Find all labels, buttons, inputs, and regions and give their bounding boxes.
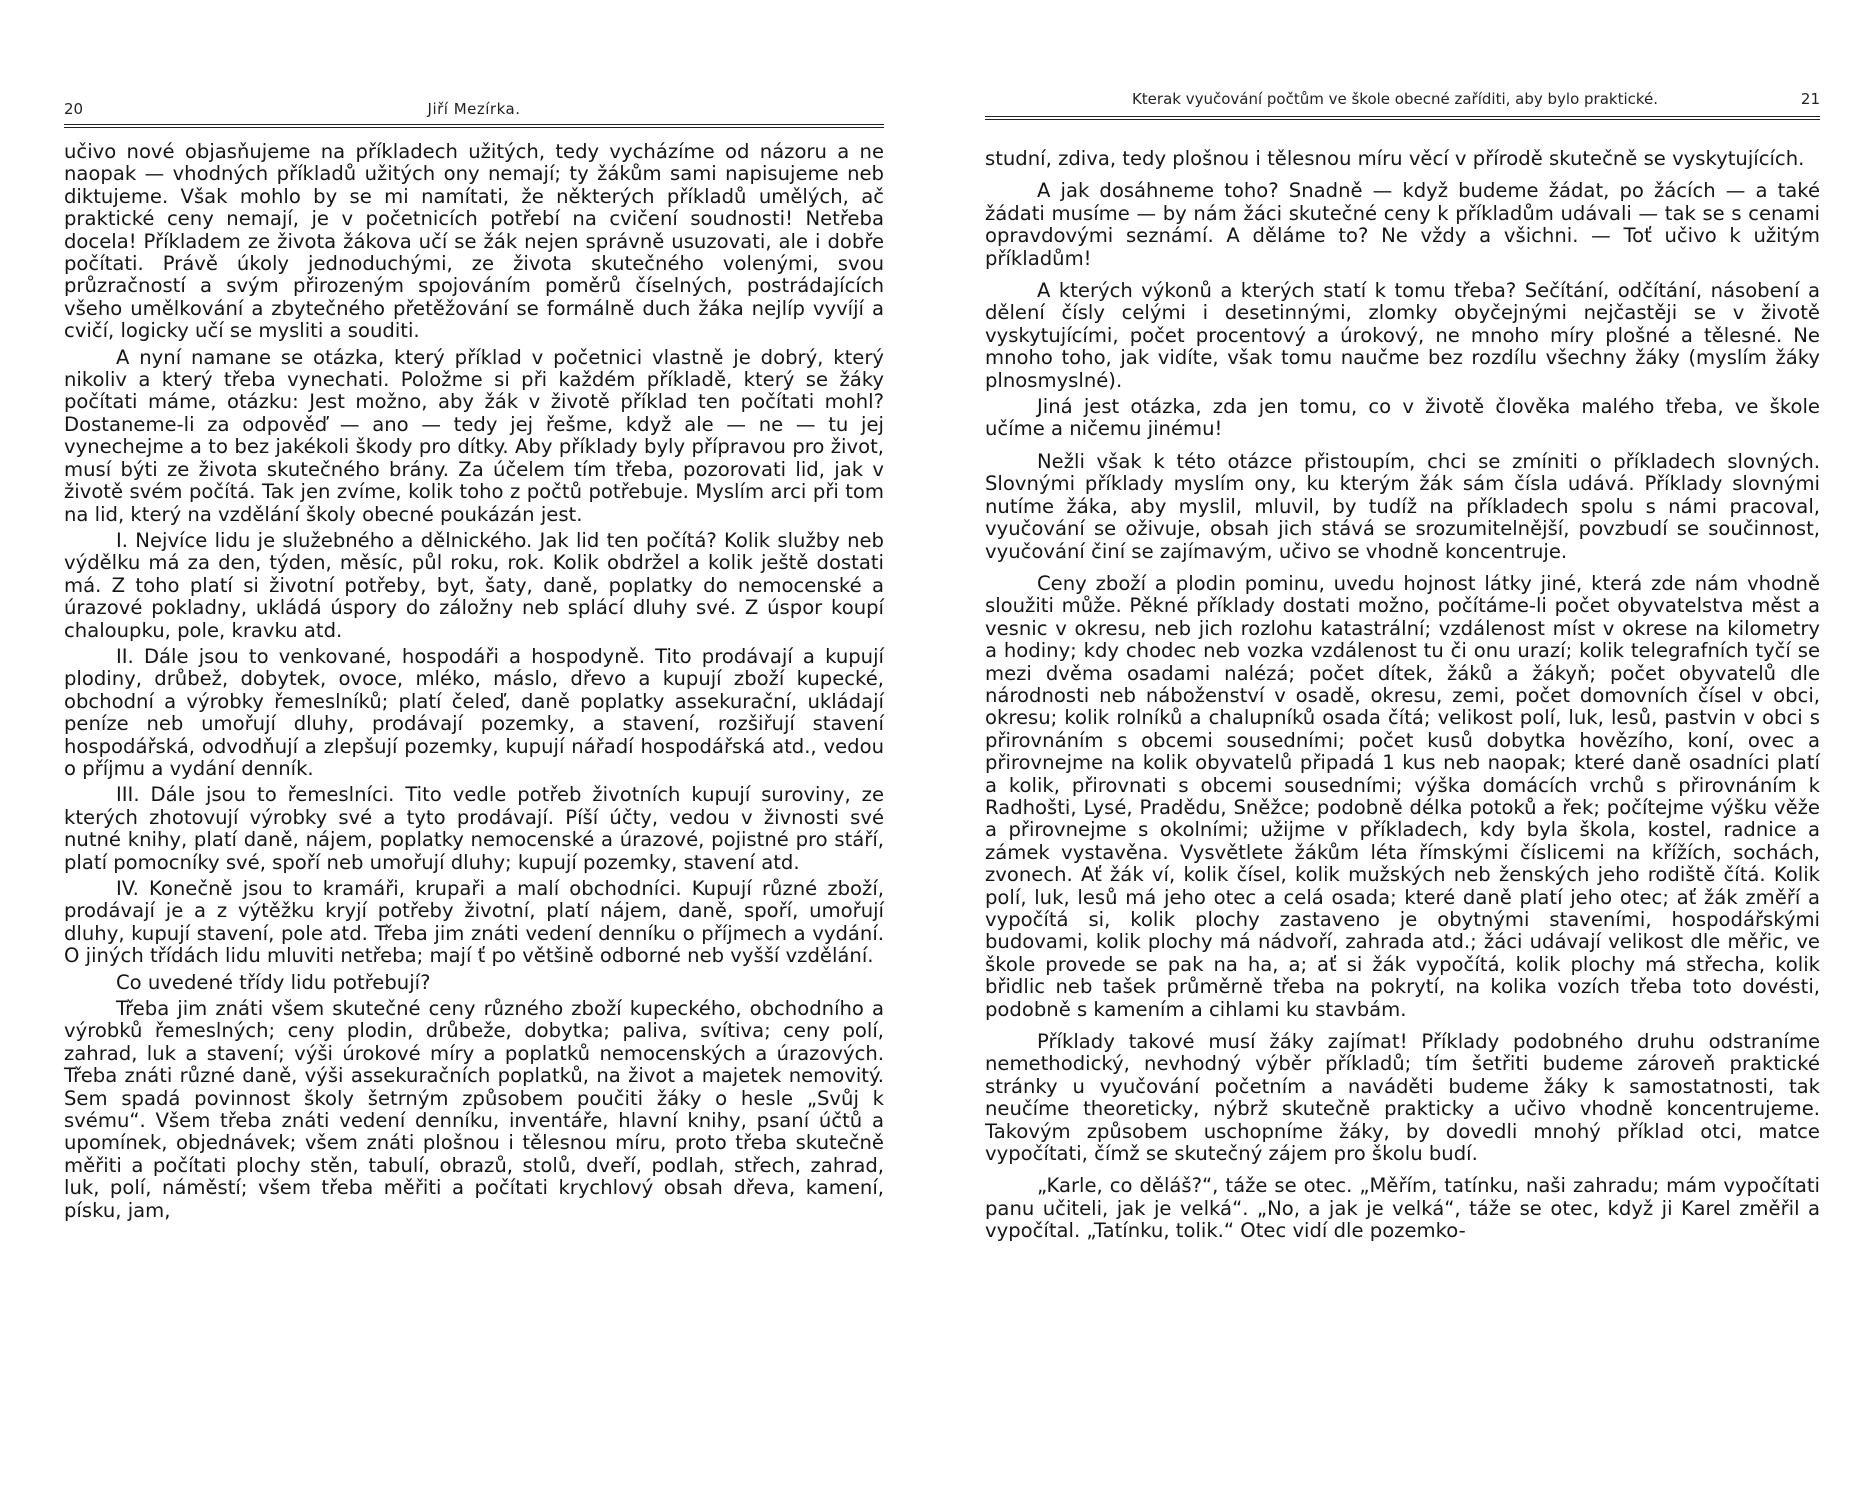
- page-number: 20: [64, 100, 84, 118]
- paragraph: Jiná jest otázka, zda jen tomu, co v životě člověka malého třeba, ve škole učíme a ničemu jinému!: [985, 395, 1820, 441]
- header-rule: [985, 116, 1820, 120]
- paragraph: Příklady takové musí žáky zajímat! Příklady podobného druhu odstraníme nemethodický, nevhodný výběr příkladů; tím šetřiti budeme zároveň praktické stránky u vyučování početním a naváděti budeme žáky k samostatnosti, tak neučíme theoreticky, nýbrž skutečně prakticky a učivo vhodně koncentrujeme. Takovým způsobem uschopníme žáky, by dovedli mnohý příklad otci, matce vypočítati, čímž se skutečný zájem pro školu budí.: [985, 1030, 1820, 1166]
- paragraph: Nežli však k této otázce přistoupím, chci se zmíniti o příkladech slovných. Slovnými příklady myslím ony, ku kterým žák sám čísla udává. Příklady slovnými nutíme žáka, aby myslil, mluvil, by tudíž na příkladech spolu s námi pracoval, vyučování se oživuje, obsah jich stává se srozumitelnější, povzbudí se součinnost, vyučování činí se zajímavým, učivo se vhodně koncentruje.: [985, 449, 1820, 563]
- paragraph: Třeba jim znáti všem skutečné ceny různého zboží kupeckého, obchodního a výrobků řemeslných; ceny plodin, drůbeže, dobytka; paliva, svítiva; ceny polí, zahrad, luk a stavení; výši úrokové míry a poplatků nemocenských a úrazových. Třeba znáti různé daně, výši assekuračních poplatků, na život a majetek nemovitý. Sem spadá povinnost školy šetrným způsobem poučiti žáky o hesle „Svůj k svému“. Všem třeba znáti vedení denníku, inventáře, hlavní knihy, psaní účtů a upomínek, objednávek; všem znáti plošnou i tělesnou míru, proto třeba skutečně měřiti a počítati plochy stěn, tabulí, obrazů, stolů, dveří, podlah, střech, zahrad, luk, polí, náměstí; všem třeba měřiti a počítati krychlový obsah dřeva, kamení, písku, jam,: [64, 997, 884, 1222]
- left-page-body: [64, 141, 884, 1226]
- paragraph: „Karle, co děláš?“, táže se otec. „Měřím, tatínku, naši zahradu; mám vypočítati panu učiteli, jak je velká“. „No, a jak je velká“, táže se otec, když ji Karel změřil a vypočítal. „Tatínku, tolik.“ Otec vidí dle pozemko-: [985, 1174, 1820, 1243]
- paragraph: Ceny zboží a plodin pominu, uvedu hojnost látky jiné, která zde nám vhodně sloužiti může. Pěkné příklady dostati možno, počítáme-li počet obyvatelstva měst a vesnic v okresu, neb jich rozlohu katastrální; vzdálenost míst v okrese na kilometry a hodiny; kdy chodec neb vozka vzdálenost tu či onu urazí; kolik telegrafních tyčí se mezi dvěma osadami nalézá; počet dítek, žáků a žákyň; počet obyvatelů dle národnosti neb náboženství v osadě, okresu, zemi, počet domovních čísel v obci, okresu; kolik rolníků a chalupníků osada čítá; velikost polí, luk, lesů, pastvin v obci s přirovnáním s obcemi sousedními; počet kusů dobytka hovězího, koní, ovec a přirovnejme na kolik obyvatelů připadá 1 kus neb naopak; které daně osadníci platí a kolik, přirovnati s obcemi sousedními; výška domácích vrchů s přirovnáním k Radhošti, Lysé, Pradědu, Sněžce; podobně délka potoků a řek; počítejme výšku věže a přirovnejme s okolními; užijme v příkladech, kdy byla škola, kostel, radnice a zámek vystavěna. Vysvětlete žákům léta římskými číslicemi na křížích, sochách, zvonech. Ať žák ví, kolik čísel, kolik mužských neb ženských jeho rodiště čítá. Kolik polí, luk, lesů má jeho otec a celá osada; které daně platí jeho otec; ať žák změří a vypočítá si, kolik plochy zastaveno je obytnými staveními, hospodářskými budovami, kolik plochy má nádvoří, zahrada atd.; žáci udávají velikost dle měřic, ve škole provede se pak na ha, a; ať si žák vypočítá, kolik plochy má střecha, kolik břidlic neb tašek průměrně třeba na pokrytí, na kolika vozích třeba toto dovésti, podobně s kamením a cihlami ku stavbám.: [985, 571, 1820, 1021]
- paragraph: IV. Konečně jsou to kramáři, krupaři a malí obchodníci. Kupují různé zboží, prodávají je a z výtěžku kryjí potřeby životní, platí nájem, daně, spoří, umořují dluhy, kupují stavení, pole atd. Třeba jim znáti vedení denníku o příjmech a vydání. O jiných třídách lidu mluviti netřeba; mají ť po většině odborné neb vyšší vzdělání.: [64, 877, 884, 968]
- paragraph: I. Nejvíce lidu je služebného a dělnického. Jak lid ten počítá? Kolik služby neb výdělku má za den, týden, měsíc, půl roku, rok. Kolik obdržel a kolik ještě dostati má. Z toho platí si životní potřeby, byt, šaty, daně, poplatky do nemocenské a úrazové pokladny, ukládá úspory do záložny neb splácí dluhy své. Z úspor koupí chaloupku, pole, kravku atd.: [64, 528, 884, 642]
- right-page-body: [985, 148, 1820, 1247]
- left-page: [64, 0, 884, 1500]
- paragraph: III. Dále jsou to řemeslníci. Tito vedle potřeb životních kupují suroviny, ze kterých zhotovují výrobky své a tyto prodávají. Píší účty, vedou v živnosti své nutné knihy, platí daně, nájem, poplatky nemocenské a úrazové, pojistné pro stáří, platí pomocníky své, spoří neb umořují dluhy; kupují pozemky, stavení atd.: [64, 783, 884, 874]
- header-rule: [64, 124, 884, 128]
- paragraph: Co uvedené třídy lidu potřebují?: [116, 970, 431, 994]
- paragraph: studní, zdiva, tedy plošnou i tělesnou míru věcí v přírodě skutečně se vyskytujících.: [985, 147, 1805, 170]
- page-number: 21: [1800, 90, 1820, 108]
- paragraph: učivo nové objasňujeme na příkladech užitých, tedy vycházíme od názoru a ne naopak — vhodných příkladů užitých ony nemají; ty žákům sami napisujeme neb diktujeme. Však mohlo by se mi namítati, že některých příkladů umělých, ač praktické ceny nemají, je v početnicích potřebí na cvičení soudnosti! Netřeba docela! Příkladem ze života žákova učí se žák nejen správně usuzovati, ale i dobře počítati. Právě úkoly jednoduchými, ze života skutečného volenými, svou průzračností a svým přirozeným spojováním poměrů číselných, postrádajících všeho umělkování a zbytečného přetěžování se formálně duch žáka nejlíp vyvíjí a cvičí, logicky učí se mysliti a souditi.: [64, 140, 884, 343]
- paragraph: II. Dále jsou to venkované, hospodáři a hospodyně. Tito prodávají a kupují plodiny, drůbež, dobytek, ovoce, mléko, máslo, dřevo a kupují zboží kupecké, obchodní a výrobky řemeslníků; platí čeleď, daně poplatky assekurační, ukládají peníze neb umořují dluhy, prodávají pozemky, a stavení, rozšiřují stavení hospodářská, odvodňují a zlepšují pozemky, kupují nářadí hospodářská atd., vedou o příjmu a vydání denník.: [64, 644, 884, 780]
- paragraph: A jak dosáhneme toho? Snadně — když budeme žádat, po žácích — a také žádati musíme — by nám žáci skutečné ceny k příkladům udávali — tak se s cenami opravdovými seznámí. A děláme to? Ne vždy a všichni. — Toť učivo k užitým příkladům!: [985, 179, 1820, 270]
- paragraph: A nyní namane se otázka, který příklad v početnici vlastně je dobrý, který nikoliv a který třeba vynechati. Položme si při každém příkladě, který se žáky počítati máme, otázku: Jest možno, aby žák v životě příklad ten počítati mohl? Dostaneme-li za odpověď — ano — tedy jej řešme, když ale — ne — tu jej vynechejme a to bez jakékoli škody pro dítky. Aby příklady byly přípravou pro život, musí býti ze života skutečného brány. Za účelem tím třeba, pozorovati lid, jak v životě svém počítá. Tak jen zvíme, kolik toho z počtů potřebuje. Myslím arci při tom na lid, který na vzdělání školy obecné poukázán jest.: [64, 345, 884, 526]
- running-head: Jiří Mezírka.: [427, 100, 521, 118]
- right-page: [985, 0, 1820, 1500]
- running-head: Kterak vyučování počtům ve škole obecné zaříditi, aby bylo praktické.: [1131, 90, 1659, 108]
- paragraph: A kterých výkonů a kterých statí k tomu třeba? Sečítání, odčítání, násobení a dělení čísly celými i desetinnými, zlomky obyčejnými nejčastěji se v životě vyskytujícími, počet procentový a úrokový, ne mnoho míry plošné a tělesné. Ne mnoho toho, jak vidíte, však tomu naučme bez rozdílu všechny žáky (myslím žáky plnosmyslné).: [985, 279, 1820, 392]
